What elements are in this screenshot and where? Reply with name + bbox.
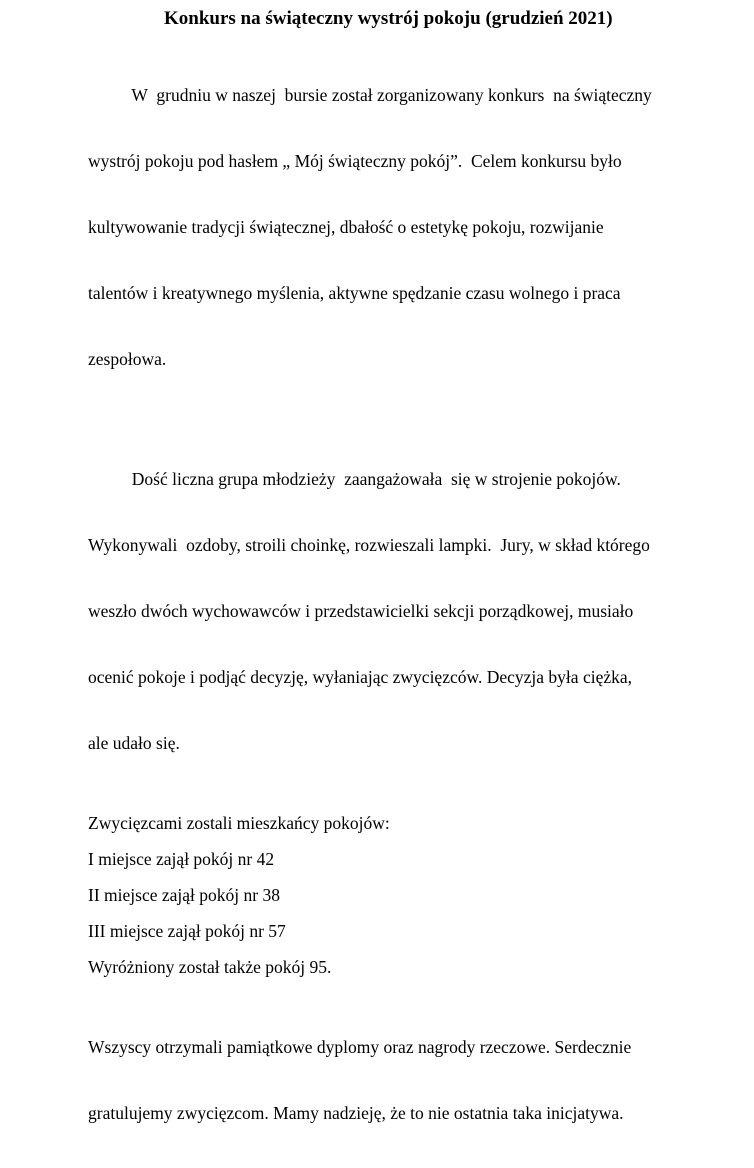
distinction: Wyróżniony został także pokój 95.: [88, 957, 332, 977]
closing-line: gratulujemy zwycięzcom. Mamy nadzieję, że to nie ostatnia taka inicjatywa.: [88, 1103, 624, 1123]
jury-line: ocenić pokoje i podjąć decyzję, wyłaniając zwycięzców. Decyzja była ciężka,: [88, 667, 632, 687]
intro-line: W grudniu w naszej bursie został zorganizowany konkurs na świąteczny: [88, 85, 652, 105]
intro-line: wystrój pokoju pod hasłem „ Mój świąteczny pokój”. Celem konkursu było: [88, 151, 622, 171]
jury-line: ale udało się.: [88, 733, 180, 753]
first-place: I miejsce zajął pokój nr 42: [88, 849, 275, 869]
second-place: II miejsce zajął pokój nr 38: [88, 885, 280, 905]
intro-line: talentów i kreatywnego myślenia, aktywne spędzanie czasu wolnego i praca: [88, 283, 621, 303]
intro-paragraph: [88, 40, 688, 414]
closing-paragraph: [88, 992, 688, 1168]
third-place: III miejsce zajął pokój nr 57: [88, 921, 286, 941]
winners-intro: Zwycięzcami zostali mieszkańcy pokojów:: [88, 813, 390, 833]
document-title: Konkurs na świąteczny wystrój pokoju (grudzień 2021): [164, 8, 613, 29]
document-page: [88, 8, 688, 1168]
intro-line: kultywowanie tradycji świątecznej, dbałość o estetykę pokoju, rozwijanie: [88, 217, 604, 237]
jury-line: Wykonywali ozdoby, stroili choinkę, rozwieszali lampki. Jury, w skład którego: [88, 535, 650, 555]
jury-line: Dość liczna grupa młodzieży zaangażowała się w strojenie pokojów.: [88, 469, 621, 489]
jury-line: weszło dwóch wychowawców i przedstawicielki sekcji porządkowej, musiało: [88, 601, 634, 621]
jury-paragraph: [88, 424, 688, 798]
intro-line: zespołowa.: [88, 349, 167, 369]
closing-line: Wszyscy otrzymali pamiątkowe dyplomy oraz nagrody rzeczowe. Serdecznie: [88, 1037, 632, 1057]
